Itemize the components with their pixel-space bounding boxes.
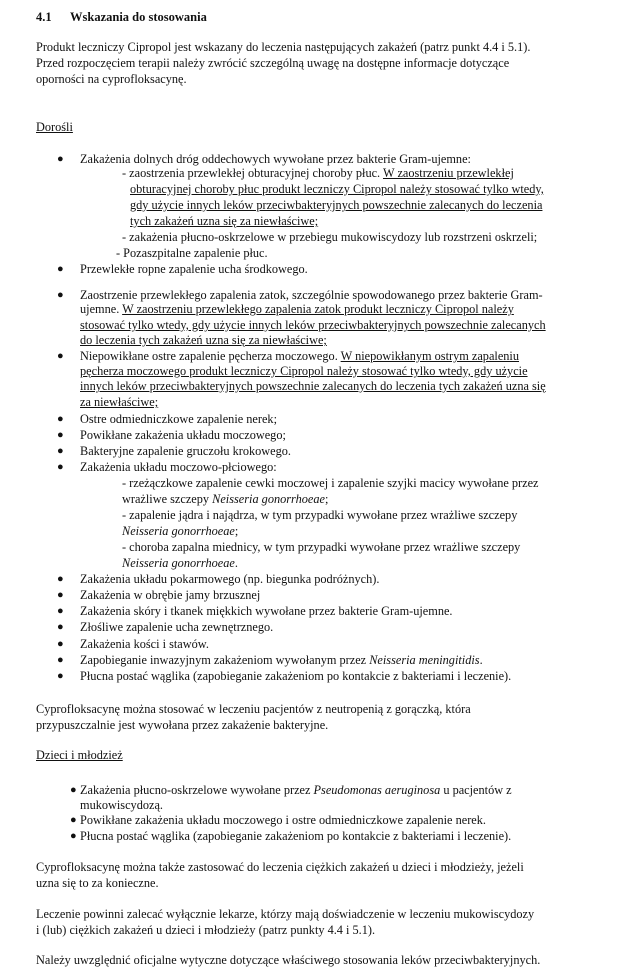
sub-item: - choroba zapalna miednicy, w tym przypadki wywołane przez wrażliwe szczepy: [122, 540, 521, 554]
sub-item: - Pozaszpitalne zapalenie płuc.: [116, 246, 268, 260]
list-item: ● Zapobieganie inwazyjnym zakażeniom wywołanym przez Neisseria meningitidis.: [57, 653, 483, 667]
sub-item-cont: wrażliwe szczepy Neisseria gonorrhoeae;: [122, 492, 329, 506]
section-heading: [36, 10, 207, 25]
list-item: ● Przewlekłe ropne zapalenie ucha środkowego.: [57, 262, 308, 276]
list-item-cont: pęcherza moczowego produkt leczniczy Cipropol należy stosować tylko wtedy, gdy użycie: [80, 364, 528, 378]
list-item-cont: mukowiscydozą.: [80, 798, 163, 812]
list-item: ● Płucna postać wąglika (zapobieganie zakażeniom po kontakcie z bakteriami i leczenie).: [57, 669, 512, 683]
list-item-cont: stosować tylko wtedy, gdy użycie innych leków przeciwbakteryjnych powszechnie zalecanych: [80, 318, 546, 332]
section-title: Wskazania do stosowania: [70, 10, 207, 24]
adults-heading: Dorośli: [36, 120, 73, 134]
children-para-2-line-2: i (lub) ciężkich zakażeń u dzieci i młodzieży (patrz punkty 4.4 i 5.1).: [36, 923, 376, 937]
bullet-icon: ●: [70, 814, 77, 826]
neutropenia-line-1: Cyprofloksacynę można stosować w leczeniu pacjentów z neutropenią z gorączką, która: [36, 702, 471, 716]
section-number: 4.1: [36, 10, 52, 24]
children-para-3-line-1: Należy uwzględnić oficjalne wytyczne dotyczące właściwego stosowania leków przeciwbakteryjnych.: [36, 953, 541, 967]
bullet-icon: ●: [57, 350, 64, 362]
children-heading: Dzieci i młodzież: [36, 748, 123, 762]
sub-item: - zapalenie jądra i najądrza, w tym przypadki wywołane przez wrażliwe szczepy: [122, 508, 518, 522]
bullet-icon: ●: [57, 573, 64, 585]
list-item: ● Zakażenia kości i stawów.: [57, 637, 209, 651]
sub-item-cont: tych zakażeń uzna się za niewłaściwe;: [130, 214, 319, 228]
sub-item: - rzeżączkowe zapalenie cewki moczowej i zapalenie szyjki macicy wywołane przez: [122, 476, 539, 490]
bullet-icon: ●: [57, 621, 64, 633]
bullet-icon: ●: [70, 830, 77, 842]
bullet-icon: ●: [57, 461, 64, 473]
list-item: ● Zakażenia w obrębie jamy brzusznej: [57, 588, 261, 602]
list-item: ● Zakażenia dolnych dróg oddechowych wywołane przez bakterie Gram-ujemne:: [57, 152, 471, 166]
bullet-icon: ●: [57, 413, 64, 425]
bullet-icon: ●: [57, 589, 64, 601]
children-para-1-line-1: Cyprofloksacynę można także zastosować do leczenia ciężkich zakażeń u dzieci i młodzieży, jeżeli: [36, 860, 524, 874]
list-item: ● Zakażenia płucno-oskrzelowe wywołane przez Pseudomonas aeruginosa u pacjentów z: [70, 783, 512, 797]
intro-line-1: Produkt leczniczy Cipropol jest wskazany do leczenia następujących zakażeń (patrz punkt 4.4 i 5.1).: [36, 40, 531, 54]
sub-item-cont: Neisseria gonorrhoeae;: [122, 524, 239, 538]
list-item-cont: do leczenia tych zakażeń uzna się za niewłaściwe;: [80, 333, 327, 347]
list-item: ● Zaostrzenie przewlekłego zapalenia zatok, szczególnie spowodowanego przez bakterie Gram-: [57, 288, 543, 302]
list-item: ● Zakażenia układu pokarmowego (np. biegunka podróżnych).: [57, 572, 380, 586]
list-item: ● Zakażenia układu moczowo-płciowego:: [57, 460, 277, 474]
neutropenia-line-2: przypuszczalnie jest wywołana przez zakażenie bakteryjne.: [36, 718, 329, 732]
list-item: ● Bakteryjne zapalenie gruczołu krokowego.: [57, 444, 292, 458]
sub-item-cont: obturacyjnej choroby płuc produkt leczniczy Cipropol należy stosować tylko wtedy,: [130, 182, 544, 196]
bullet-icon: ●: [57, 638, 64, 650]
children-para-1-line-2: uzna się to za konieczne.: [36, 876, 159, 890]
bullet-icon: ●: [57, 445, 64, 457]
children-para-2-line-1: Leczenie powinni zalecać wyłącznie lekarze, którzy mają doświadczenie w leczeniu mukowiscydozy: [36, 907, 535, 921]
intro-line-2: Przed rozpoczęciem terapii należy zwrócić szczególną uwagę na dostępne informacje dotyczące: [36, 56, 510, 70]
bullet-icon: ●: [57, 605, 64, 617]
list-item: ● Ostre odmiedniczkowe zapalenie nerek;: [57, 412, 278, 426]
bullet-icon: ●: [57, 670, 64, 682]
list-item: ● Płucna postać wąglika (zapobieganie zakażeniom po kontakcie z bakteriami i leczenie).: [70, 829, 512, 843]
sub-item-cont: Neisseria gonorrhoeae.: [122, 556, 238, 570]
sub-item-cont: gdy użycie innych leków przeciwbakteryjnych powszechnie zalecanych do leczenia: [130, 198, 543, 212]
sub-item: - zaostrzenia przewlekłej obturacyjnej choroby płuc. W zaostrzeniu przewlekłej: [122, 166, 514, 180]
bullet-icon: ●: [57, 289, 64, 301]
list-item: ● Powikłane zakażenia układu moczowego;: [57, 428, 286, 442]
list-item-cont: za niewłaściwe;: [80, 395, 159, 409]
bullet-icon: ●: [57, 654, 64, 666]
list-item: ● Zakażenia skóry i tkanek miękkich wywołane przez bakterie Gram-ujemne.: [57, 604, 453, 618]
sub-item: - zakażenia płucno-oskrzelowe w przebiegu mukowiscydozy lub rozstrzeni oskrzeli;: [122, 230, 538, 244]
list-item: ● Powikłane zakażenia układu moczowego i ostre odmiedniczkowe zapalenie nerek.: [70, 813, 486, 827]
bullet-icon: ●: [70, 784, 77, 796]
intro-line-3: oporności na cyprofloksacynę.: [36, 72, 187, 86]
bullet-icon: ●: [57, 153, 64, 165]
list-item-cont: innych leków przeciwbakteryjnych powszechnie zalecanych do leczenia tych zakażeń uzna się: [80, 379, 546, 393]
list-item-cont: ujemne. W zaostrzeniu przewlekłego zapalenia zatok produkt leczniczy Cipropol należy: [80, 302, 514, 316]
bullet-icon: ●: [57, 263, 64, 275]
bullet-icon: ●: [57, 429, 64, 441]
list-item: ● Niepowikłane ostre zapalenie pęcherza moczowego. W niepowikłanym ostrym zapaleniu: [57, 349, 520, 363]
list-item: ● Złośliwe zapalenie ucha zewnętrznego.: [57, 620, 274, 634]
